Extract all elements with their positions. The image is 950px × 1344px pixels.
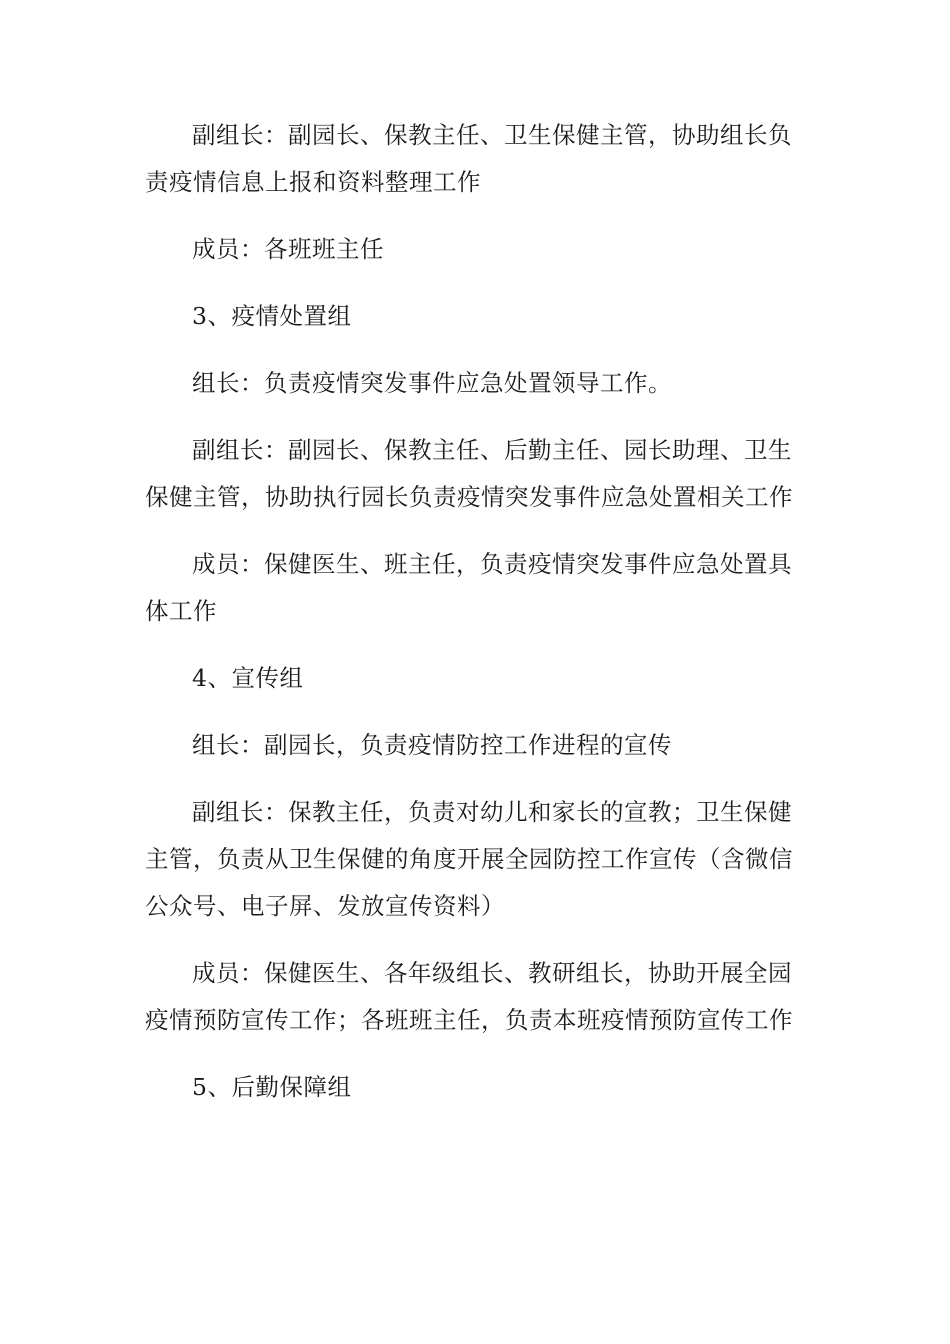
paragraph-leader-handling: 组长：负责疫情突发事件应急处置领导工作。 [192,369,672,397]
paragraph-members-handling: 成员：保健医生、班主任，负责疫情突发事件应急处置具体工作 [145,550,792,625]
document-body [145,112,810,1131]
paragraph-members-publicity: 成员：保健医生、各年级组长、教研组长，协助开展全园疫情预防宣传工作；各班班主任，负责本班疫情预防宣传工作 [145,959,793,1034]
paragraph-deputy-leader-publicity: 副组长：保教主任，负责对幼儿和家长的宣教；卫生保健主管，负责从卫生保健的角度开展全园防控工作宣传（含微信公众号、电子屏、发放宣传资料） [145,798,793,920]
paragraph-deputy-leader-info: 副组长：副园长、保教主任、卫生保健主管，协助组长负责疫情信息上报和资料整理工作 [145,121,792,196]
paragraph-members-info: 成员：各班班主任 [192,235,384,263]
section-heading-outbreak-handling: 3、疫情处置组 [192,302,352,330]
paragraph-leader-publicity: 组长：副园长，负责疫情防控工作进程的宣传 [192,731,672,759]
paragraph-deputy-leader-handling: 副组长：副园长、保教主任、后勤主任、园长助理、卫生保健主管，协助执行园长负责疫情突发事件应急处置相关工作 [145,436,793,511]
section-heading-publicity: 4、宣传组 [192,664,304,692]
section-heading-logistics: 5、后勤保障组 [192,1073,352,1101]
